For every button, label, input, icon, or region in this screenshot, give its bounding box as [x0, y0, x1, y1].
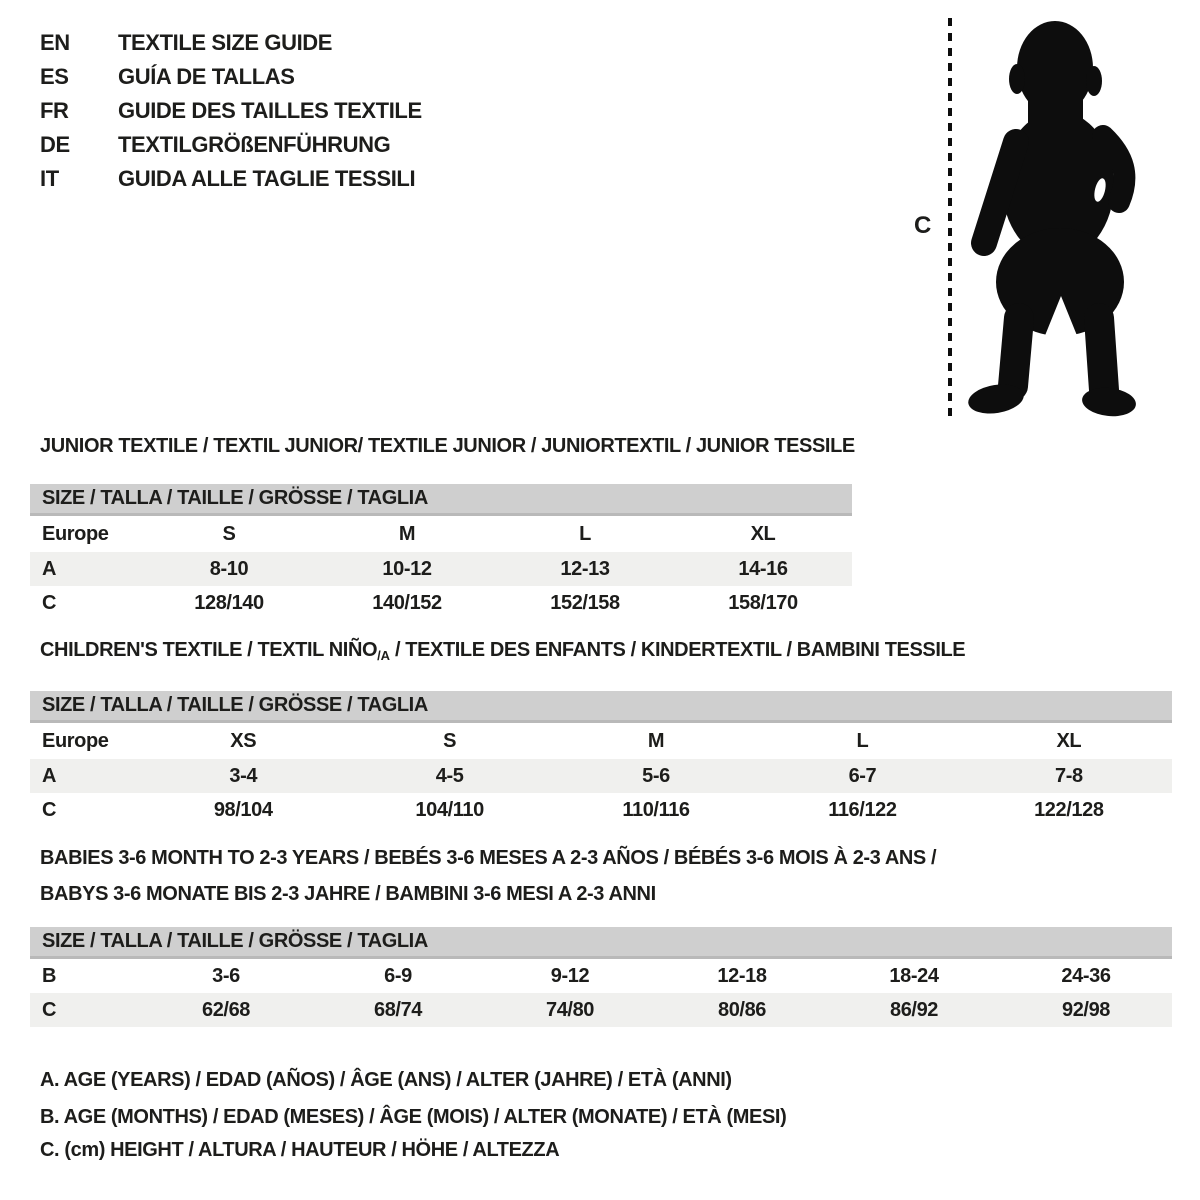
lang-row-it [40, 162, 422, 196]
age-value: 3-4 [229, 764, 258, 787]
lang-row-en [40, 26, 422, 60]
toddler-silhouette-icon [900, 0, 1200, 430]
months-value: 12-18 [717, 964, 767, 987]
months-value: 6-9 [384, 964, 412, 987]
legend-age-years: A. AGE (YEARS) / EDAD (AÑOS) / ÂGE (ANS) / ALTER (JAHRE) / ETÀ (ANNI) [40, 1069, 732, 1091]
lang-title-en: TEXTILE SIZE GUIDE [118, 30, 333, 55]
junior-section-title: JUNIOR TEXTILE / TEXTIL JUNIOR/ TEXTILE JUNIOR / JUNIORTEXTIL / JUNIOR TESSILE [40, 435, 855, 457]
legend-age-months: B. AGE (MONTHS) / EDAD (MESES) / ÂGE (MOIS) / ALTER (MONATE) / ETÀ (MESI) [40, 1106, 787, 1128]
age-value: 8-10 [209, 557, 249, 580]
age-value: 14-16 [738, 557, 788, 580]
height-value: 62/68 [201, 998, 251, 1021]
size-m: M [647, 729, 665, 752]
height-value: 92/98 [1061, 998, 1111, 1021]
height-value: 86/92 [889, 998, 939, 1021]
children-title-sub: /A [377, 648, 390, 663]
lang-title-fr: GUIDE DES TAILLES TEXTILE [118, 98, 422, 123]
age-value: 4-5 [435, 764, 464, 787]
row-label: C [42, 591, 57, 614]
height-value: 104/110 [415, 798, 484, 821]
height-value: 110/116 [622, 798, 690, 821]
size-l: L [579, 522, 591, 545]
size-xl: XL [1056, 729, 1082, 752]
lang-row-fr [40, 94, 422, 128]
height-label: C [914, 212, 931, 239]
lang-title-it: GUIDA ALLE TAGLIE TESSILI [118, 166, 416, 191]
height-value: 98/104 [213, 798, 273, 821]
height-value: 158/170 [728, 591, 798, 614]
age-value: 12-13 [560, 557, 610, 580]
months-value: 24-36 [1061, 964, 1111, 987]
children-row-height [30, 793, 1172, 827]
junior-row-age [30, 552, 852, 586]
row-label: Europe [42, 522, 109, 545]
junior-size-table [30, 484, 852, 620]
children-size-header-bar: SIZE / TALLA / TAILLE / GRÖSSE / TAGLIA [30, 691, 1172, 723]
height-value: 128/140 [194, 591, 264, 614]
height-value: 68/74 [373, 998, 423, 1021]
babies-size-table [30, 927, 1172, 1027]
lang-row-de [40, 128, 422, 162]
lang-code-de: DE [40, 132, 70, 157]
toddler-body [966, 21, 1137, 419]
children-title-post: / TEXTILE DES ENFANTS / KINDERTEXTIL / BAMBINI TESSILE [389, 639, 966, 661]
lang-title-es: GUÍA DE TALLAS [118, 64, 295, 89]
size-xl: XL [750, 522, 776, 545]
height-value: 122/128 [1034, 798, 1104, 821]
row-label: B [42, 964, 57, 987]
row-label: A [42, 557, 57, 580]
age-value: 10-12 [382, 557, 432, 580]
children-title-pre: CHILDREN'S TEXTILE / TEXTIL NIÑO [40, 639, 378, 661]
children-row-age [30, 759, 1172, 793]
height-value: 74/80 [545, 998, 595, 1021]
children-row-europe [30, 723, 1172, 759]
children-size-table [30, 691, 1172, 827]
height-value: 140/152 [372, 591, 442, 614]
babies-section-title-line1: BABIES 3-6 MONTH TO 2-3 YEARS / BEBÉS 3-6 MESES A 2-3 AÑOS / BÉBÉS 3-6 MOIS À 2-3 ANS / [40, 847, 937, 869]
language-title-block [40, 26, 422, 196]
lang-code-it: IT [40, 166, 59, 191]
age-value: 5-6 [642, 764, 670, 787]
babies-row-months [30, 959, 1172, 993]
months-value: 9-12 [550, 964, 590, 987]
size-s: S [443, 729, 457, 752]
row-label: C [42, 998, 57, 1021]
age-value: 7-8 [1054, 764, 1083, 787]
age-value: 6-7 [848, 764, 877, 787]
months-value: 3-6 [212, 964, 240, 987]
junior-row-height [30, 586, 852, 620]
lang-code-en: EN [40, 30, 70, 55]
babies-size-header-bar: SIZE / TALLA / TAILLE / GRÖSSE / TAGLIA [30, 927, 1172, 959]
babies-section-title-line2: BABYS 3-6 MONATE BIS 2-3 JAHRE / BAMBINI 3-6 MESI A 2-3 ANNI [40, 883, 656, 905]
height-value: 80/86 [717, 998, 767, 1021]
row-label: Europe [42, 729, 109, 752]
size-l: L [856, 729, 869, 752]
months-value: 18-24 [889, 964, 939, 987]
lang-code-es: ES [40, 64, 69, 89]
height-value: 152/158 [550, 591, 620, 614]
junior-size-header-bar: SIZE / TALLA / TAILLE / GRÖSSE / TAGLIA [30, 484, 852, 516]
junior-row-europe [30, 516, 852, 552]
size-s: S [222, 522, 236, 545]
size-xs: XS [230, 729, 257, 752]
lang-title-de: TEXTILGRÖßENFÜHRUNG [118, 132, 391, 157]
lang-code-fr: FR [40, 98, 69, 123]
lang-row-es [40, 60, 422, 94]
height-value: 116/122 [828, 798, 897, 821]
row-label: C [42, 798, 57, 821]
legend-height-cm: C. (cm) HEIGHT / ALTURA / HAUTEUR / HÖHE / ALTEZZA [40, 1139, 560, 1161]
row-label: A [42, 764, 57, 787]
height-figure [900, 0, 1200, 430]
children-section-title [40, 639, 965, 663]
babies-row-height [30, 993, 1172, 1027]
size-m: M [398, 522, 416, 545]
